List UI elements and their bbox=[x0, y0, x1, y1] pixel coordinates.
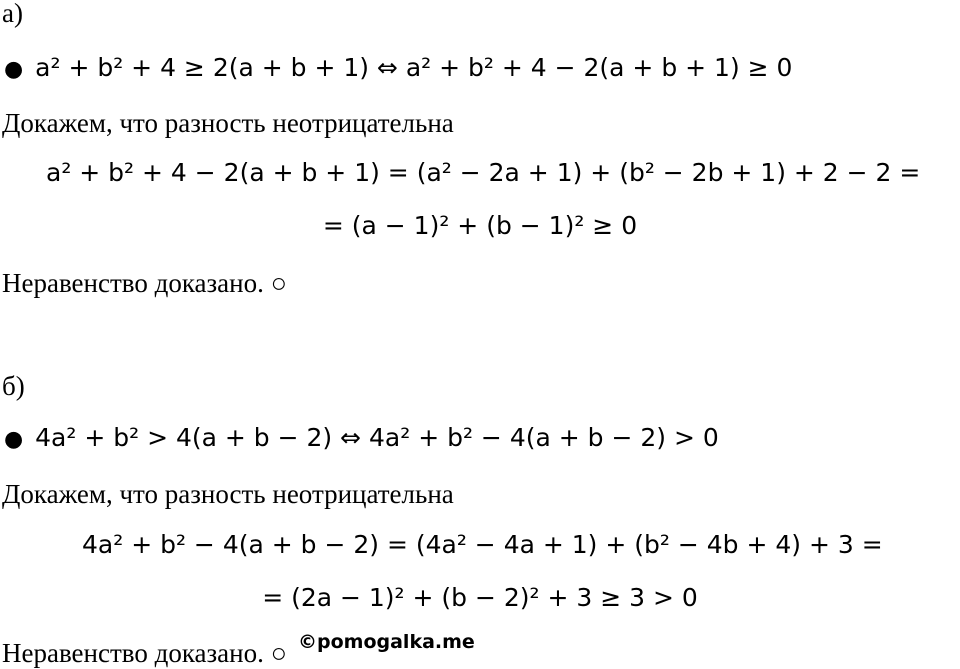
part-b-equivalence bbox=[4, 425, 719, 451]
part-a-equivalence-text: a² + b² + 4 ≥ 2(a + b + 1) ⇔ a² + b² + 4 − 2(a + b + 1) ≥ 0 bbox=[35, 53, 793, 82]
part-a-label: а) bbox=[2, 0, 23, 28]
part-a-conclusion: Неравенство доказано. ○ bbox=[2, 268, 287, 298]
part-b-intro: Докажем, что разность неотрицательна bbox=[2, 479, 454, 509]
part-a-equivalence bbox=[4, 55, 792, 81]
part-b-conclusion: Неравенство доказано. ○ bbox=[2, 638, 287, 668]
part-b-step-2: = (2a − 1)² + (b − 2)² + 3 ≥ 3 > 0 bbox=[262, 583, 698, 612]
part-b-label: б) bbox=[2, 371, 25, 401]
part-a-step-1: a² + b² + 4 − 2(a + b + 1) = (a² − 2a + 1) + (b² − 2b + 1) + 2 − 2 = bbox=[46, 158, 921, 187]
part-b-equivalence-text: 4a² + b² > 4(a + b − 2) ⇔ 4a² + b² − 4(a + b − 2) > 0 bbox=[35, 423, 719, 452]
part-b-step-1: 4a² + b² − 4(a + b − 2) = (4a² − 4a + 1) + (b² − 4b + 4) + 3 = bbox=[82, 530, 883, 559]
part-a-step-2: = (a − 1)² + (b − 1)² ≥ 0 bbox=[322, 211, 638, 240]
watermark: ©pomogalka.me bbox=[298, 631, 475, 653]
bullet-icon: ● bbox=[4, 57, 24, 82]
part-a-intro: Докажем, что разность неотрицательна bbox=[2, 108, 454, 138]
bullet-icon: ● bbox=[4, 427, 24, 452]
